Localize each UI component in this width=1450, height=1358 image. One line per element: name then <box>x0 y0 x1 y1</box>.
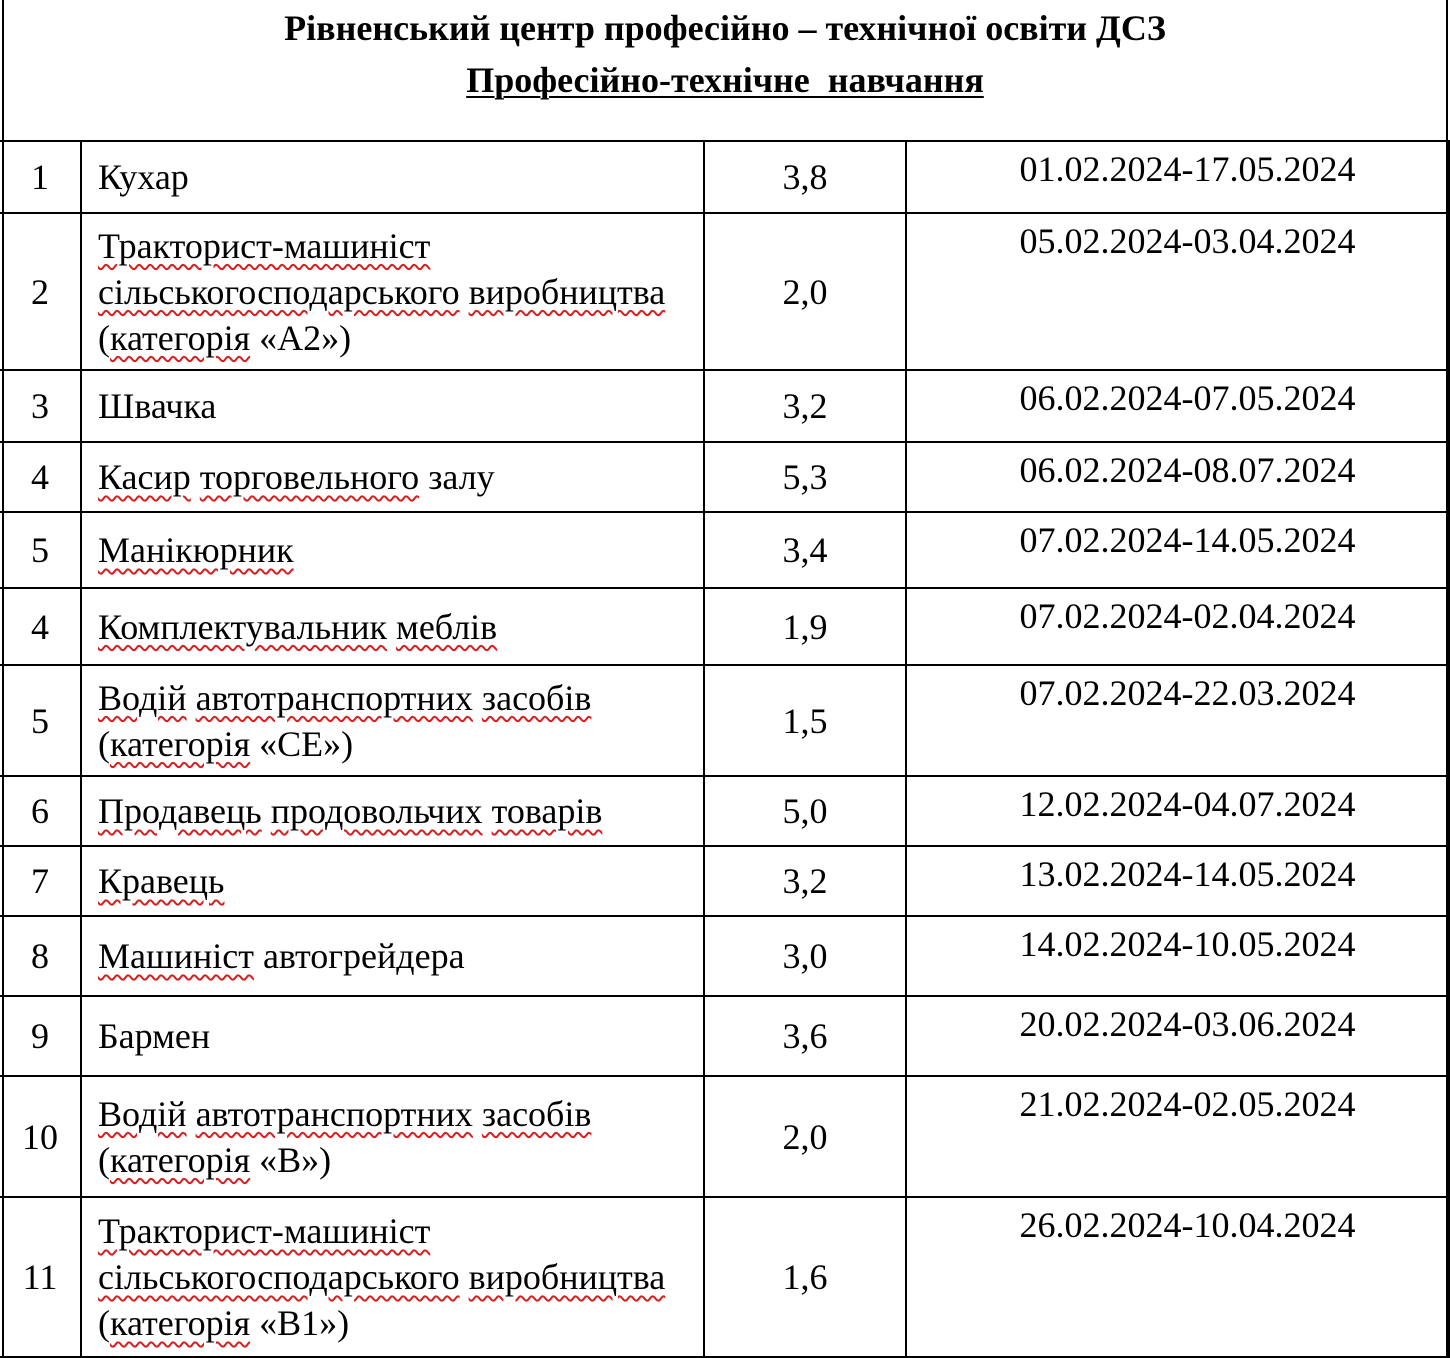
table-row <box>0 916 1449 996</box>
table-row <box>0 442 1449 512</box>
date-range: 26.02.2024-10.04.2024 <box>906 1197 1449 1357</box>
table-row <box>0 996 1449 1076</box>
date-range: 13.02.2024-14.05.2024 <box>906 846 1449 916</box>
duration-value: 3,2 <box>704 846 906 916</box>
table-row <box>0 776 1449 846</box>
duration-value: 1,9 <box>704 588 906 665</box>
profession-name: Водій автотранспортних засобів (категорія «В») <box>81 1076 704 1197</box>
row-number: 10 <box>0 1076 81 1197</box>
table-row <box>0 588 1449 665</box>
profession-name: Тракторист-машиніст сільськогосподарського виробництва (категорія «В1») <box>81 1197 704 1357</box>
date-range: 06.02.2024-07.05.2024 <box>906 370 1449 442</box>
date-range: 14.02.2024-10.05.2024 <box>906 916 1449 996</box>
profession-name: Водій автотранспортних засобів (категорія «СЕ») <box>81 665 704 776</box>
duration-value: 3,8 <box>704 141 906 213</box>
duration-value: 5,3 <box>704 442 906 512</box>
table-row <box>0 846 1449 916</box>
table-row <box>0 665 1449 776</box>
duration-value: 3,2 <box>704 370 906 442</box>
profession-name: Бармен <box>81 996 704 1076</box>
row-number: 1 <box>0 141 81 213</box>
date-range: 07.02.2024-14.05.2024 <box>906 512 1449 588</box>
date-range: 12.02.2024-04.07.2024 <box>906 776 1449 846</box>
profession-name: Кухар <box>81 141 704 213</box>
table-row <box>0 370 1449 442</box>
table-row <box>0 213 1449 370</box>
profession-name: Касир торговельного залу <box>81 442 704 512</box>
row-number: 5 <box>0 665 81 776</box>
row-number: 9 <box>0 996 81 1076</box>
profession-name: Машиніст автогрейдера <box>81 916 704 996</box>
duration-value: 1,5 <box>704 665 906 776</box>
table-row <box>0 1197 1449 1357</box>
row-number: 6 <box>0 776 81 846</box>
duration-value: 3,6 <box>704 996 906 1076</box>
document-header <box>4 0 1446 140</box>
row-number: 8 <box>0 916 81 996</box>
courses-table <box>0 140 1450 1358</box>
duration-value: 3,0 <box>704 916 906 996</box>
table-row <box>0 1076 1449 1197</box>
duration-value: 2,0 <box>704 213 906 370</box>
duration-value: 1,6 <box>704 1197 906 1357</box>
profession-name: Швачка <box>81 370 704 442</box>
row-number: 7 <box>0 846 81 916</box>
duration-value: 3,4 <box>704 512 906 588</box>
row-number: 11 <box>0 1197 81 1357</box>
row-number: 4 <box>0 442 81 512</box>
table-row <box>0 141 1449 213</box>
date-range: 21.02.2024-02.05.2024 <box>906 1076 1449 1197</box>
profession-name: Тракторист-машиніст сільськогосподарського виробництва (категорія «А2») <box>81 213 704 370</box>
date-range: 05.02.2024-03.04.2024 <box>906 213 1449 370</box>
row-number: 4 <box>0 588 81 665</box>
date-range: 07.02.2024-22.03.2024 <box>906 665 1449 776</box>
date-range: 07.02.2024-02.04.2024 <box>906 588 1449 665</box>
row-number: 2 <box>0 213 81 370</box>
document-subtitle-wrap <box>4 58 1446 102</box>
document-subtitle: Професійно-технічне навчання <box>466 60 984 100</box>
duration-value: 2,0 <box>704 1076 906 1197</box>
profession-name: Продавець продовольчих товарів <box>81 776 704 846</box>
date-range: 06.02.2024-08.07.2024 <box>906 442 1449 512</box>
profession-name: Комплектувальник меблів <box>81 588 704 665</box>
row-number: 3 <box>0 370 81 442</box>
profession-name: Манікюрник <box>81 512 704 588</box>
row-number: 5 <box>0 512 81 588</box>
date-range: 01.02.2024-17.05.2024 <box>906 141 1449 213</box>
document-title: Рівненський центр професійно – технічної освіти ДСЗ <box>284 8 1166 48</box>
profession-name: Кравець <box>81 846 704 916</box>
duration-value: 5,0 <box>704 776 906 846</box>
table-row <box>0 512 1449 588</box>
date-range: 20.02.2024-03.06.2024 <box>906 996 1449 1076</box>
